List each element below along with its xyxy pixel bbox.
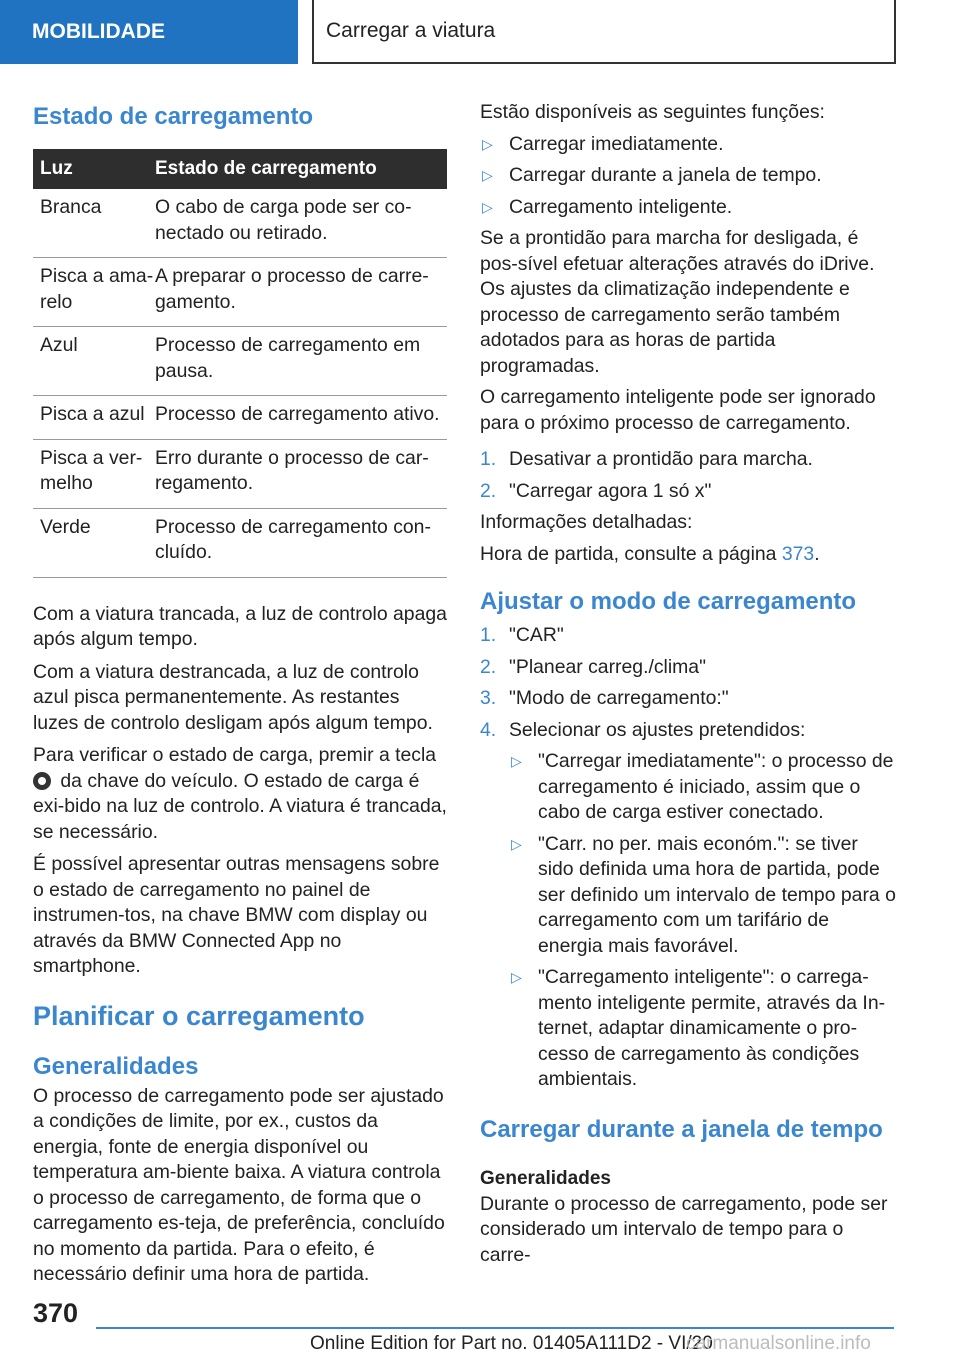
cell-state: O cabo de carga pode ser co-nectado ou retirado.	[155, 196, 412, 244]
list-item: 2. "Carregar agora 1 só x"	[480, 479, 712, 502]
heading-plan-charging: Planificar o carregamento	[33, 1000, 365, 1031]
cell-light: Azul	[40, 334, 78, 356]
cell-state: Processo de carregamento ativo.	[155, 403, 440, 425]
table-row	[33, 258, 447, 327]
heading-general-2: Generalidades	[480, 1167, 611, 1189]
header-chapter-tab	[312, 0, 896, 64]
functions-list	[480, 132, 898, 221]
paragraph-check-status	[33, 743, 447, 845]
paragraph-unlocked: Com a viatura destrancada, a luz de controlo azul pisca permanentemente. As restantes luzes de controlo desligam após algum tempo.	[33, 660, 433, 734]
cell-light: Pisca a azul	[40, 403, 145, 425]
cell-state: Erro durante o processo de car-regamento.	[155, 446, 429, 494]
header-section-tab	[0, 0, 298, 64]
watermark: carmanualsonline.info	[686, 1333, 871, 1354]
triangle-bullet-icon: ▷	[511, 753, 522, 769]
heading-time-window: Carregar durante a janela de tempo	[480, 1115, 883, 1143]
paragraph-climate: Se a prontidão para marcha for desligada, é pos-sível efetuar alterações através do iDrive. Os ajustes da climatização independente e processo de carregamento serão também adotados para as horas de partida programadas.	[480, 227, 875, 377]
header-section-label: MOBILIDADE	[32, 20, 165, 43]
list-item: 1. "CAR"	[480, 624, 564, 646]
table-header-state: Estado de carregamento	[155, 158, 377, 179]
heading-general: Generalidades	[33, 1052, 199, 1080]
heading-charging-status: Estado de carregamento	[33, 103, 314, 130]
triangle-bullet-icon: ▷	[482, 198, 493, 215]
heading-charging-mode: Ajustar o modo de carregamento	[480, 588, 857, 615]
table-row	[33, 509, 447, 578]
page-number: 370	[33, 1298, 79, 1328]
cell-light: Pisca a ver-melho	[40, 446, 143, 494]
paragraph-ignore: O carregamento inteligente pode ser ignorado para o próximo processo de carregamento.	[480, 386, 876, 434]
cell-light: Pisca a ama-relo	[40, 265, 154, 313]
table-header	[33, 149, 447, 189]
table-row	[33, 327, 447, 396]
paragraph-time-window: Durante o processo de carregamento, pode ser considerado um intervalo de tempo para o carre-	[480, 1192, 888, 1266]
cell-state: Processo de carregamento con-cluído.	[155, 515, 431, 563]
triangle-bullet-icon: ▷	[511, 835, 522, 852]
right-column	[480, 100, 898, 1268]
paragraph-functions-intro: Estão disponíveis as seguintes funções:	[480, 101, 825, 123]
list-item: 3. "Modo de carregamento:"	[480, 687, 729, 709]
check-status-text-a: Para verificar o estado de carga, premir a tecla	[33, 744, 437, 766]
table-row	[33, 440, 447, 509]
paragraph-general: O processo de carregamento pode ser ajustado a condições de limite, por ex., custos da energia, fonte de energia disponível ou temperatura am-biente baixa. A viatura controla o processo de carregamento, de forma que o carregamento es-teja, de preferência, concluído no momento da partida. Para o efeito, é necessário definir uma hora de partida.	[33, 1084, 445, 1285]
list-item: 4. Selecionar os ajustes pretendidos:	[480, 718, 806, 741]
charging-mode-options	[480, 749, 898, 1093]
table-row	[33, 396, 447, 440]
triangle-bullet-icon: ▷	[482, 135, 493, 152]
cell-state: Processo de carregamento em pausa.	[155, 334, 421, 382]
paragraph-locked: Com a viatura trancada, a luz de controlo apaga após algum tempo.	[33, 602, 447, 650]
page-link[interactable]: 373	[781, 542, 815, 565]
steps-list-b	[480, 623, 898, 743]
key-button-icon	[33, 772, 51, 790]
triangle-bullet-icon: ▷	[482, 167, 493, 183]
cell-light: Verde	[40, 515, 91, 538]
list-item: ▷ "Carregar imediatamente": o processo de carregamento é iniciado, assim que o cabo de carga estiver conectado.	[509, 749, 898, 826]
details-label: Informações detalhadas:	[480, 511, 693, 533]
triangle-bullet-icon: ▷	[511, 969, 522, 985]
charging-status-table	[33, 149, 447, 578]
list-item: 2. "Planear carreg./clima"	[480, 655, 706, 678]
list-item: ▷ "Carregamento inteligente": o carrega-mento inteligente permite, através da In-ternet, adaptar dinamicamente o pro-cesso de carregamento às condições ambientais.	[509, 965, 898, 1093]
list-item: ▷ "Carr. no per. mais económ.": se tiver sido definida uma hora de partida, pode ser definido um intervalo de tempo para o carregamento com um tarifário de energia mais favorável.	[509, 832, 898, 960]
list-item: 1. Desativar a prontidão para marcha.	[480, 448, 813, 470]
details-reference: Hora de partida, consulte a página 373.	[480, 542, 820, 565]
list-item: ▷ Carregar imediatamente.	[480, 132, 898, 158]
list-item: ▷ Carregamento inteligente.	[480, 195, 898, 221]
cell-light: Branca	[40, 196, 102, 218]
table-row	[33, 189, 447, 258]
header-chapter-label: Carregar a viatura	[326, 19, 496, 42]
list-item: ▷ Carregar durante a janela de tempo.	[480, 163, 898, 189]
check-status-text-b: da chave do veículo. O estado de carga é exi-bido na luz de controlo. A viatura é trancada, se necessário.	[33, 769, 447, 843]
cell-state: A preparar o processo de carre-gamento.	[155, 265, 429, 313]
footer-edition: Online Edition for Part no. 01405A111D2 - VI/20	[310, 1333, 713, 1354]
paragraph-messages: É possível apresentar outras mensagens sobre o estado de carregamento no painel de instrumen-tos, na chave BMW com display ou através da BMW Connected App no smartphone.	[33, 853, 440, 977]
left-column	[33, 100, 447, 1288]
table-header-light: Luz	[40, 158, 73, 179]
steps-list-a	[480, 447, 898, 504]
footer-divider	[96, 1327, 894, 1329]
